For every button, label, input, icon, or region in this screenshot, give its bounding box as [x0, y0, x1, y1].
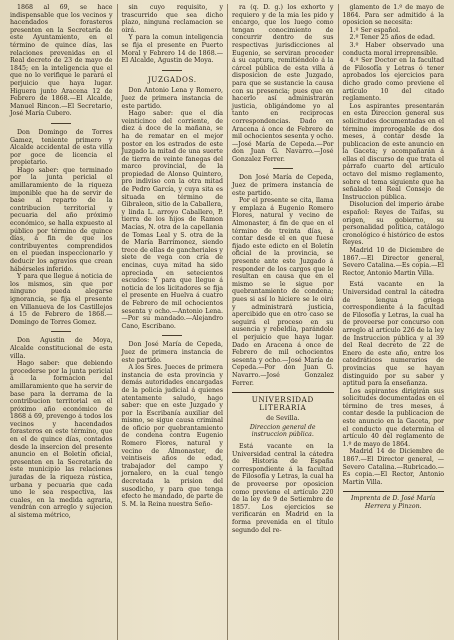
paragraph: 2.º Tener 25 años de edad. [349, 34, 435, 42]
paragraph: Don José María de Cepeda, Juez de primera instancia de este partido. [232, 174, 334, 197]
paragraph: Y para que llegue á noticia de los mismos, sin que por ninguno pueda alegarse ignorancia, se fija el presente en Villanueva de los Castillejos á 15 de Febrero de 1868.—Domingo de Torres Gomez. [10, 273, 113, 326]
section-divider [51, 123, 71, 124]
paragraph: ra (q. D. g.) los exhorto y requiero y de la mia les pido y encargo, que los luego como tengan conocimiento de concurrir dentro de sus respectivas jurisdicciones al Eugenio, se serviran proceder á su captura, remitiéndolo á la cárcel pública de esta villa á disposicion de este Juzgado, para que se sustancie la causa con su presencia; pues que en hacerlo así administrarán justicia, obligándome yo al tanto en reciprocas correspondencias. Dado en Aracena á once de Febrero de mil ochocientos sesenta y ocho.—José María de Cepeda.—Por don Juan G. Navarro.—José Gonzalez Ferrer. [232, 4, 334, 163]
section-heading: JUZGADOS. [147, 74, 197, 84]
section-divider [51, 331, 71, 332]
text-column-3 [227, 4, 338, 640]
section-divider [273, 168, 293, 169]
paragraph: Don José María de Cepeda, Juez de primera instancia de este partido. [121, 341, 223, 364]
paragraph: A los Sres. Jueces de primera instancia de esta provincia y demás autoridades encargadas de la policía judicial á quienes atentamente saludo, hago saber: que en este Juzgado y por la Escribanía auxiliar del mismo, se sigue causa criminal de oficio por quebrantamiento de condena contra Eugenio Romero Flores, natural y vecino de Almonaster, de veintiseis años de edad, trabajador del campo y jornalero, en la cual tengo decretada la prision del susodicho, y para que tenga efecto he mandado, de parte de S. M. la Reina nuestra Seño- [121, 364, 223, 508]
paragraph: Don Domingo de Torres Gamez, teniente primero y Alcalde accidental de esta villa por goce de licencia el propietario. [10, 128, 113, 167]
printer-imprint: Imprenta de D. José María Herrera y Pinzon. [351, 495, 436, 510]
paragraph: Hago saber: que el día veinticinco del corriente, de diez á doce de la mañana, se ha de rematar en el mejor postor en los estrados de este Juzgado la mitad de una suerte de tierra de veinte fanegas del marco provincial, de la propiedad de Alonso Quintero, pro indiviso con la otra mitad de Pedro García, y cuya sita es situada en término de Gibraleon, sitio de la Caballera, y linda L. arroyo Caballero, P. tierra de los hijos de Ramon Macías, N. otra de la capellania de Tomas Leal y S. otra de la de María Barrimonez, siendo trece de ellas de gancheriales y siete de vega con cría de encinas, cuya mitad ha sido apreciada en setecientos escudos: Y para que llegue á noticia de los licitadores se fija el presente en Huelva á cuatro de Febrero de mil ochocientos sesenta y ocho.—Antonio Lena.—Por su mandado.—Alejandro Cano, Escribano. [121, 110, 223, 330]
section-divider [162, 70, 182, 71]
paragraph: Disolucion del imperio árabe español: Reyes de Taifas, su origen, su gobierno, su personalidad política, catálogo cronológico é histórico de estos Reyes. [342, 201, 444, 247]
paragraph: sin cuyo requisito, y trascurrido que sea dicho plazo, ninguna reclamacion se oirá. [121, 4, 223, 34]
paragraph: 1.º Ser español. [349, 26, 401, 34]
paragraph: Los aspirantes presentarán en esta Direccion general sus solicitudes documentadas en el término improrogable de dos meses, á contar desde la publicacion de este anuncio en la Gaceta; y acompañarán á ellas el discurso de que trata el párrafo cuarto del artículo octavo del mismo reglamento, sobre el tema siguiente que ha señalado el Real Consejo de Instruccion pública. [342, 102, 444, 201]
paragraph: Don Agustin de Moya, Alcalde constitucional de esta villa. [10, 337, 113, 360]
paragraph: Hago saber: que debiendo procederse por la junta pericial á la formacion del amillaramiento que ha servir de base para la derrama de la contribucion territorial en el próximo año económico de 1868 á 69, prevengo á todos los vecinos y hacendados forasteros en este término, que en el de quince días, contados desde la insercion del presente anuncio en el Boletín oficial, presenten en la Secretaría de este municipio las relaciones juradas de la riqueza rústica, urbana y pecuaria que cada uno le sea respectiva, las cuales, en la medida agraria, vendrán con arreglo y sujecion al sistema métrico, [10, 360, 113, 519]
text-column-2 [117, 4, 228, 640]
paragraph: Madrid 10 de Diciembre de 1867.—El Director general, Severo Catalina.—Es copia.—El Rector, Antonio Martin Villa. [342, 247, 444, 277]
section-subheading: Direccion general de instruccion pública. [249, 423, 316, 439]
section-divider [162, 335, 182, 336]
paragraph: Está vacante en la Universidad central la cátedra de lengua griega correspondiente á la facultad de Filosofía y Letras, la cual ha de proveerse por concurso con arreglo al artículo 226 de la ley de Instruccion pública y al 39 del Real decreto de 22 de Enero de este año, entre los catedráticos numerarios de provincias que se hayan distinguido por su saber y aptitud para la enseñanza. [342, 281, 444, 388]
paragraph: Está vacante en la Universidad central la cátedra de Historia de España correspondiente á la facultad de Filosofía y Letras, la cual ha de proveerse por oposicion como previene el artículo 220 de la ley de 9 de Setiembre de 1857. Los ejercicios se verificarán en Madrid en la forma prevenida en el título segundo del re- [232, 443, 334, 534]
text-column-1 [6, 4, 117, 640]
section-rule [343, 491, 445, 492]
paragraph: Hago saber: que terminado por la junta pericial el amillaramiento de la riqueza imponible que ha de servir de base al reparto de la contribucion territorial y pecuaria del año próximo económico, se halla expuesto al público por término de quince días, á fin de que los contribuyentes comprendidos en el puedan inspeccionarlo y deducir los agravios que crean hábérseles inferido. [10, 166, 113, 273]
paragraph: Y para la comun inteligencia se fija el presente en Puerto Moral y Febrero 14 de 1868.—El Alcalde, Agustin de Moya. [121, 34, 223, 65]
section-heading: UNIVERSIDAD LITERARIA [251, 395, 314, 412]
centered-line: de Sevilla. [266, 415, 300, 423]
paragraph: 1868 al 69, se hace indispensable que los vecinos y hacendados forasteros presenten en la Secretaría de este Ayuntamiento, en el término de quince días, las relaciones prevenidas en el Real decreto de 23 de mayo de 1845; en la inteligencia que el que no lo verifique le parará el perjuicio que haya lugar. Higuera junto Aracena 12 de Febrero de 1868.—El Alcalde, Manuel Rincon.—El Secretario, José María Cubero. [10, 4, 113, 118]
paragraph: 4.º Ser Doctor en la facultad de Filosofía y Letras ó tener aprobados los ejercicios para dicho grado como previene el artículo 10 del citado reglamento. [342, 57, 444, 103]
paragraph: Los aspirantes dirigirán sus solicitudes documentadas en el término de tres meses, á contar desde la publicacion de este anuncio en la Gaceta, por el conducto que determina el artículo 40 del reglamento de 1.º de mayo de 1864. [342, 387, 444, 448]
text-column-4 [338, 4, 449, 640]
paragraph: glamento de 1.º de mayo de 1864. Para ser admitido á la oposicion se necesita: [342, 4, 444, 27]
paragraph: Por el presente se cita, llama y emplaza á Eugenio Romero Flores, natural y vecino de Almonaster, á fin de que en el término de treinta días, á contar desde el en que fuese fijado este edicto en el Boletín oficial de la provincia, se presente ante este Juzgado á responder de los cargos que le resultan en causa que en el mismo se le sigue por quebrantamiento de condena; pues si así lo hiciere se le oirá y administrará justicia, apercibido que en otro caso se seguirá el proceso en su ausencia y rebeldía, parándole el perjuicio que haya lugar. Dado en Aracena á once de Febrero de mil ochocientos sesenta y ocho.—José María de Cepeda.—Por don Juan G. Navarro.—José Gonzalez Ferrer. [232, 197, 334, 387]
section-rule [232, 392, 334, 393]
paragraph: Don Antonio Lena y Romero, Juez de primera instancia de este partido. [121, 87, 223, 110]
paragraph: Madrid 14 de Diciembre de 1867.—El Director general, —Severo Catalina.—Rubricado.—Es copia.—El Rector, Antonio Martin Villa. [342, 448, 444, 486]
paragraph: 3.º Haber observado una conducta moral irreprensible. [342, 41, 444, 57]
